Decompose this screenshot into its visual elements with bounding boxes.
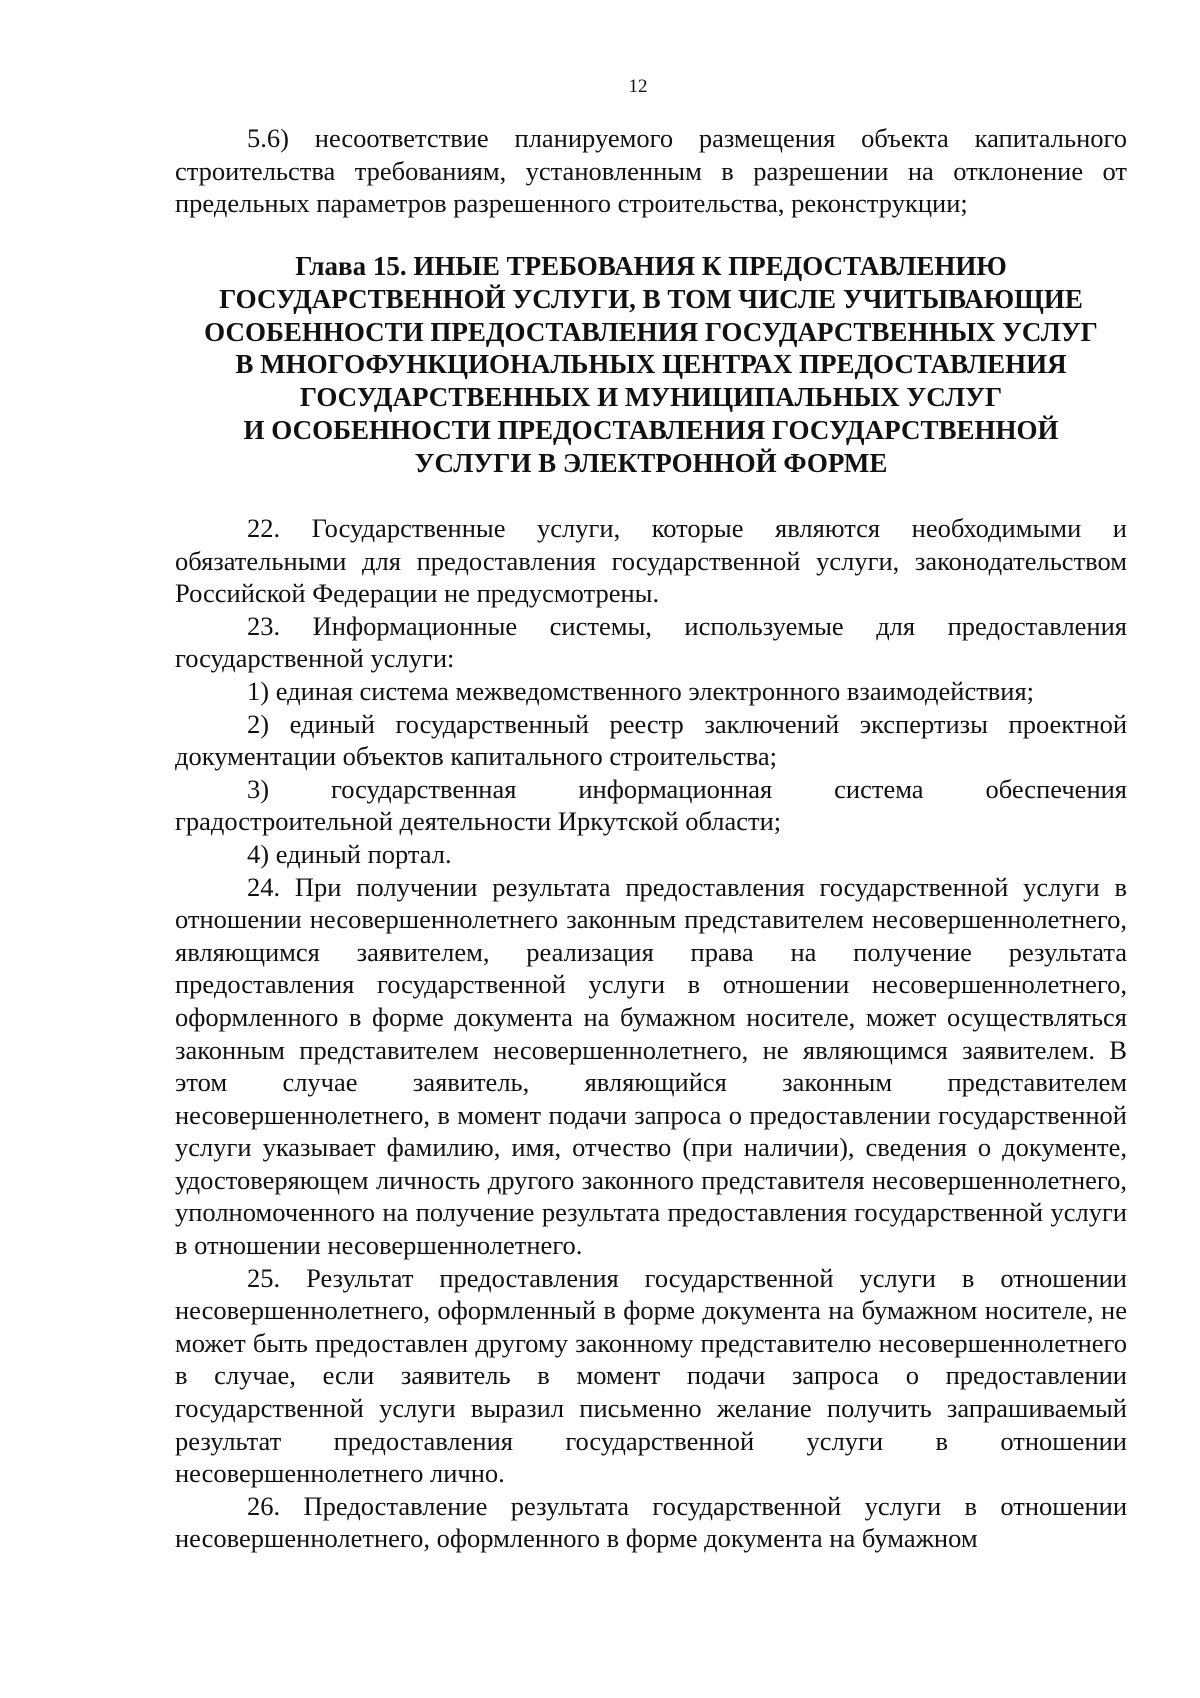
- paragraph-25: 25. Результат предоставления государственной услуги в отношении несовершеннолетнего, оформленный в форме документа на бумажном носителе, не может быть предоставлен другому законному представителю несовершеннолетнего в случае, если заявитель в момент подачи запроса о предоставлении государственной услуги выразил письменно желание получить запрашиваемый результат предоставления государственной услуги в отношении несовершеннолетнего лично.: [175, 1262, 1127, 1489]
- heading-line: В МНОГОФУНКЦИОНАЛЬНЫХ ЦЕНТРАХ ПРЕДОСТАВЛЕНИЯ: [235, 349, 1067, 380]
- paragraph-26: 26. Предоставление результата государственной услуги в отношении несовершеннолетнего, оформленного в форме документа на бумажном: [175, 1490, 1127, 1554]
- list-item-2: 2) единый государственный реестр заключений экспертизы проектной документации объектов капитального строительства;: [175, 708, 1127, 772]
- heading-line: ГОСУДАРСТВЕННЫХ И МУНИЦИПАЛЬНЫХ УСЛУГ: [299, 382, 1003, 413]
- main-text-block: [175, 512, 1127, 1555]
- paragraph-22: 22. Государственные услуги, которые являются необходимыми и обязательными для предоставления государственной услуги, законодательством Российской Федерации не предусмотрены.: [175, 513, 1127, 609]
- page-number: 12: [628, 76, 648, 97]
- list-item-4: 4) единый портал.: [247, 838, 452, 869]
- chapter-heading: [175, 250, 1127, 480]
- intro-block: [175, 122, 1127, 220]
- list-item-3: 3) государственная информационная система обеспечения градостроительной деятельности Иркутской области;: [175, 773, 1127, 837]
- heading-line: Глава 15. ИНЫЕ ТРЕБОВАНИЯ К ПРЕДОСТАВЛЕНИЮ: [295, 251, 1007, 281]
- heading-line: ОСОБЕННОСТИ ПРЕДОСТАВЛЕНИЯ ГОСУДАРСТВЕННЫХ УСЛУГ: [204, 316, 1098, 347]
- heading-line: ГОСУДАРСТВЕННОЙ УСЛУГИ, В ТОМ ЧИСЛЕ УЧИТЫВАЮЩИЕ: [219, 283, 1083, 314]
- paragraph-5-6: 5.6) несоответствие планируемого размещения объекта капитального строительства требованиям, установленным в разрешении на отклонение от предельных параметров разрешенного строительства, реконструкции;: [175, 123, 1127, 219]
- paragraph-23: 23. Информационные системы, используемые для предоставления государственной услуги:: [175, 610, 1127, 674]
- heading-line: И ОСОБЕННОСТИ ПРЕДОСТАВЛЕНИЯ ГОСУДАРСТВЕННОЙ: [243, 414, 1059, 445]
- paragraph-24: 24. При получении результата предоставления государственной услуги в отношении несовершеннолетнего законным представителем несовершеннолетнего, являющимся заявителем, реализация права на получение результата предоставления государственной услуги в отношении несовершеннолетнего, оформленного в форме документа на бумажном носителе, может осуществляться законным представителем несовершеннолетнего, не являющимся заявителем. В этом случае заявитель, являющийся законным представителем несовершеннолетнего, в момент подачи запроса о предоставлении государственной услуги указывает фамилию, имя, отчество (при наличии), сведения о документе, удостоверяющем личность другого законного представителя несовершеннолетнего, уполномоченного на получение результата предоставления государственной услуги в отношении несовершеннолетнего.: [175, 871, 1127, 1261]
- list-item-1: 1) единая система межведомственного электронного взаимодействия;: [247, 675, 1035, 706]
- heading-line: УСЛУГИ В ЭЛЕКТРОННОЙ ФОРМЕ: [414, 447, 888, 478]
